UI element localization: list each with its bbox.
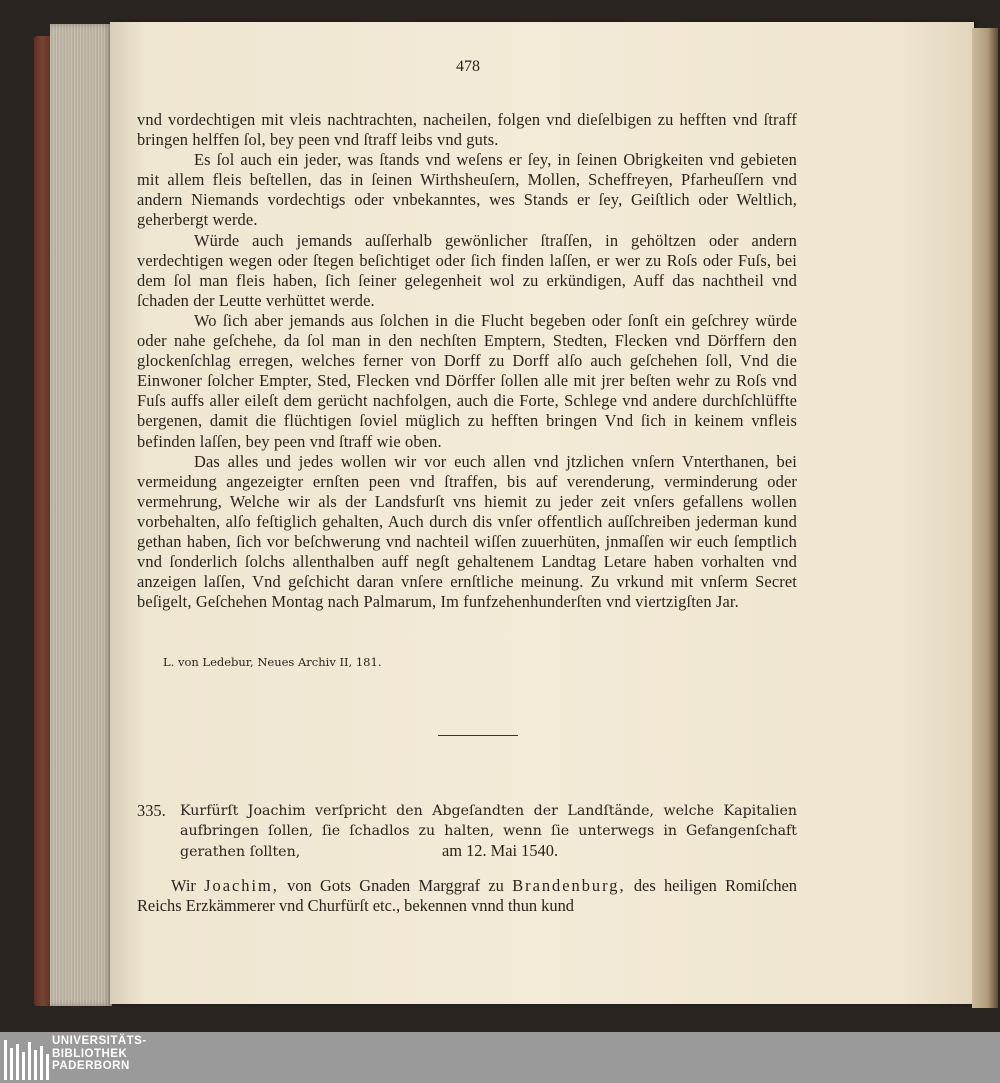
opening-end: des heiligen Romiſchen Reichs Erzkämmerer vnd Churfürſt etc., bekennen vnnd thun kund: [137, 876, 797, 916]
library-line-1: UNIVERSITÄTS-: [52, 1035, 147, 1047]
document-heading: Kurfürſt Joachim verſpricht den Abgeſandten der Landſtände, welche Kapitalien aufbringen ſollen, ſie ſchadlos zu halten, wenn ſie unterwegs in Gefangenſchaft gerathen ſollten,: [180, 803, 797, 860]
paragraph-5: Das alles und jedes wollen wir vor euch allen vnd jtzlichen vnſern Vnterthanen, bei vermeidung angezeigter ernſten peen vnd ſtraffen, bis auf verenderung, verminderung oder vermehrung, Welche wir als der Landsfurſt vns hiemit zu jeder zeit vnſers gefallens wollen vorbehalten, alſo feſtiglich gehalten, Auch durch dis vnſer offentlich auſſchreiben jederman kund gethan haben, ſich vor beſchwerung vnd nachteil wiſſen zuuerhüten, jnmaſſen wir euch ſemptlich vnd ſonderlich ſolchs allenthalben auff negſt gehaltenem Landtag Letare haben vorhalten vnd anzeigen laſſen, Vnd geſchicht daran vnſere ernſtliche meinung. Zu vrkund mit vnſerm Secret beſigelt, Geſchehen Montag nach Palmarum, Im funfzehenhunderſten vnd viertzigſten Jar.: [137, 451, 797, 612]
opening-place: Brandenburg,: [512, 876, 626, 895]
paragraph-1: vnd vordechtigen mit vleis nachtrachten, nacheilen, folgen vnd dieſelbigen zu hefften vnd ſtraff bringen helffen ſol, bey peen vnd ſtraff leibs vnd guts.: [137, 110, 797, 150]
library-line-2: BIBLIOTHEK: [52, 1047, 128, 1060]
library-name: [52, 1035, 147, 1073]
library-logo-icon: [4, 1040, 50, 1080]
document-date: am 12. Mai 1540.: [441, 841, 559, 860]
facing-page-edge: [972, 28, 998, 1008]
library-line-3: PADERBORN: [52, 1060, 130, 1073]
page-number: 478: [456, 58, 480, 75]
document-opening: [137, 876, 797, 917]
paragraph-4: Wo ſich aber jemands aus ſolchen in die Flucht begeben oder ſonſt ein geſchrey würde oder nahe geſchehe, da ſol man in den nechſten Emptern, Stedten, Flecken vnd Dörffern den glockenſchlag erregen, welches ferner von Dorff zu Dorff alſo auch geſchehen ſoll, Vnd die Einwoner ſolcher Empter, Sted, Flecken vnd Dörffer ſollen alle mit jrer beſten wehr zu Roſs vnd Fuſs auffs aller eileſt dem gerücht nachfolgen, auch die Forte, Schlege vnd andere durchſchlüffte bergenen, damit die flüchtigen ſoviel müglich zu hefften bringen Vnd ſich in keinem vnfleis befinden laſſen, bey peen vnd ſtraff wie oben.: [137, 310, 797, 451]
paragraph-2: Es ſol auch ein jeder, was ſtands vnd weſens er ſey, in ſeinen Obrigkeiten vnd gebieten mit allem fleis beſtellen, das in ſeinen Wirthsheuſern, Mollen, Scheffreyen, Pfarheuſſern vnd andern Niemands vordechtigs oder vnbekanntes, wes Stands er ſey, Geiſtlich oder Weltlich, geherbergt werde.: [137, 150, 797, 230]
opening-name: Joachim,: [204, 876, 279, 895]
source-citation: L. von Ledebur, Neues Archiv II, 181.: [163, 655, 382, 669]
opening-start: Wir: [171, 876, 196, 895]
opening-mid: von Gots Gnaden Marggraf zu: [287, 876, 504, 895]
document-number: 335.: [137, 801, 166, 820]
section-divider: [438, 735, 518, 736]
paragraph-3: Würde auch jemands auſſerhalb gewönlicher ſtraſſen, in gehöltzen oder andern verdechtigen wegen oder ſtegen beſichtiget oder ſich finden laſſen, er wer zu Roſs oder Fuſs, bei dem ſol man fleis haben, ſich ſeiner gelegenheit wol zu erkündigen, Auff das nachtheil vnd ſchaden der Leutte verhüttet werde.: [137, 230, 797, 310]
library-footer: [0, 1032, 1000, 1083]
body-text: [137, 110, 797, 612]
